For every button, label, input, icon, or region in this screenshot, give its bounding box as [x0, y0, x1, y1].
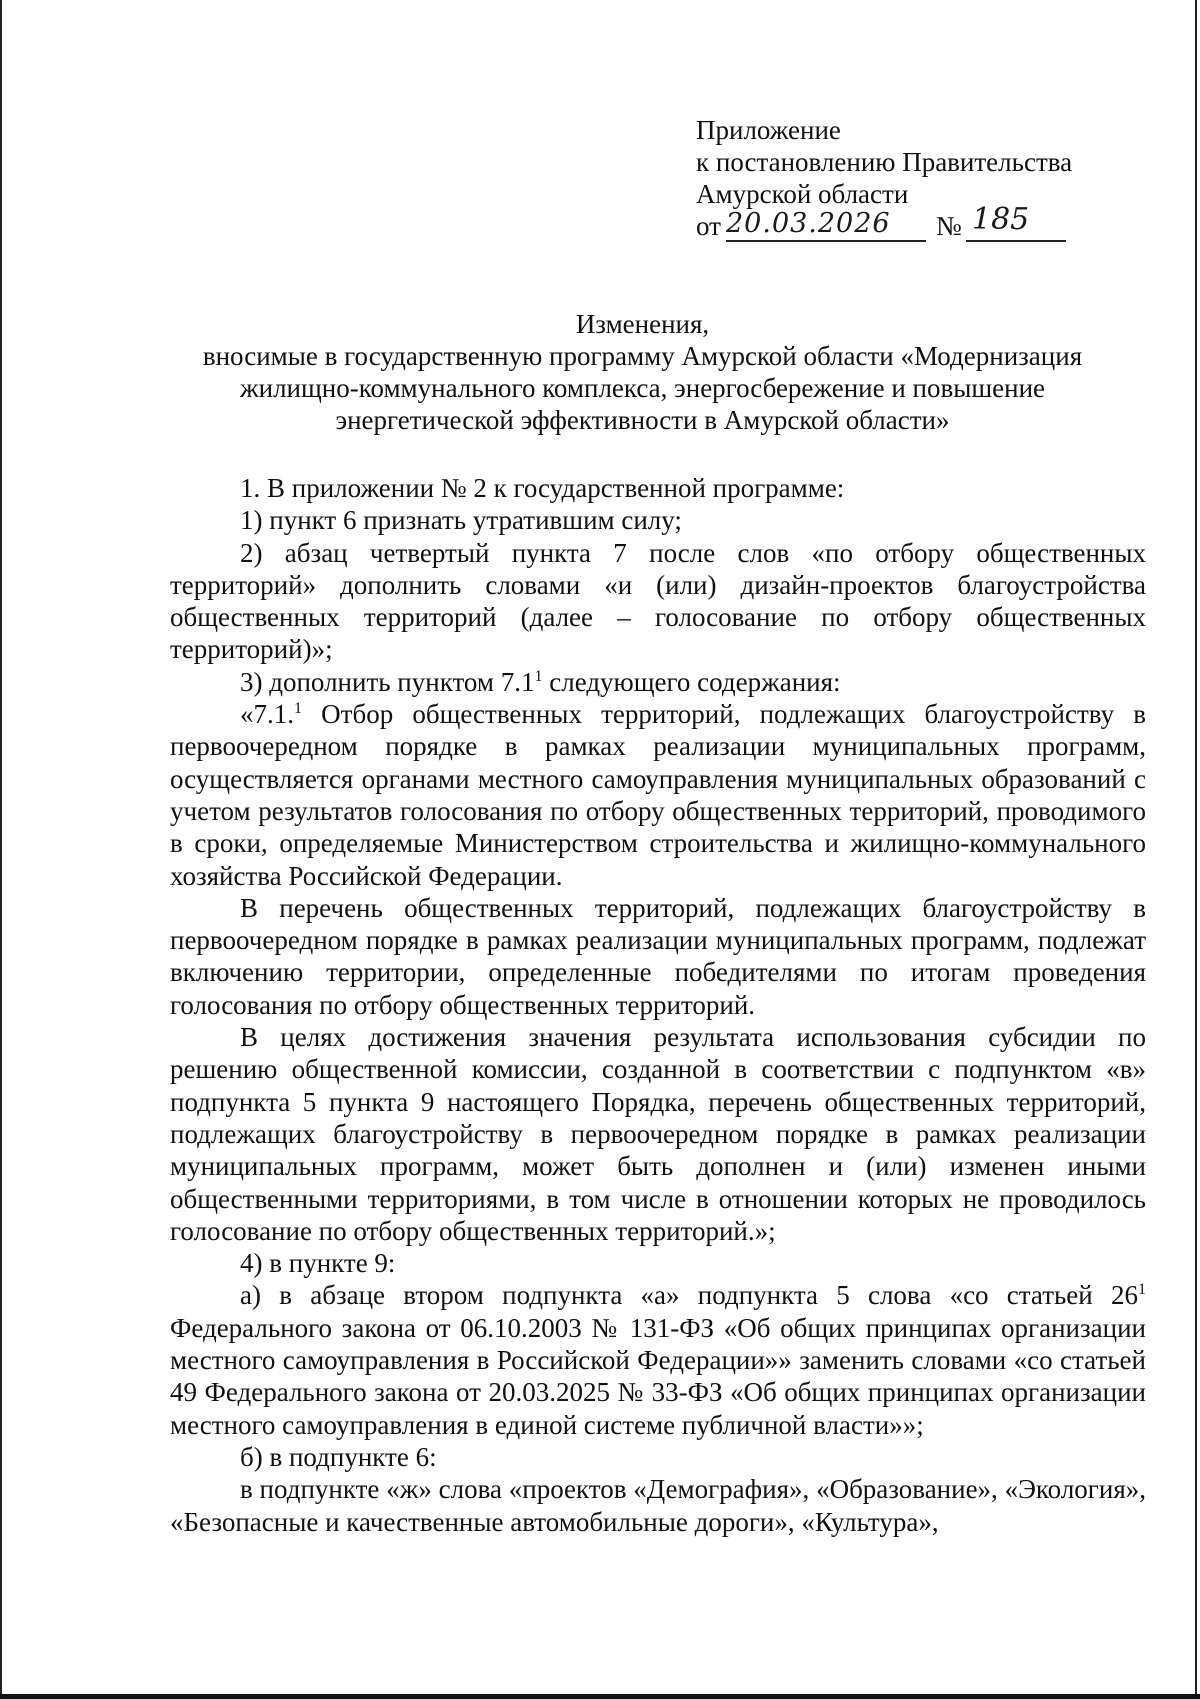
paragraph-11: в подпункте «ж» слова «проектов «Демография», «Образование», «Экология», «Безопасные и качественные автомобильные дороги», «Культура», [170, 1474, 1146, 1537]
superscript: 1 [294, 700, 302, 718]
from-label: от [696, 211, 721, 241]
paragraph-3: 2) абзац четвертый пункта 7 после слов «по отбору общественных территорий» дополнить словами «и (или) дизайн-проектов благоустройства общественных территорий (далее – голосование по отбору общественных территорий)»; [170, 537, 1146, 665]
number-label: № [936, 211, 962, 241]
page-edge-left [0, 0, 2, 1699]
region-name: Амурской области [696, 179, 909, 209]
title-line-1: Изменения, [575, 309, 710, 339]
title-line-3: жилищно-коммунального комплекса, энергосбережение и повышение [239, 373, 1046, 403]
paragraph-5-text-b: Отбор общественных территорий, подлежащих благоустройству в первоочередном порядке в рамках реализации муниципальных программ, осуществляется органами местного самоуправления муниципальных образований с учетом результатов голосования по отбору общественных территорий, проводимого в сроки, определяемые Министерством строительства и жилищно-коммунального хозяйства Российской Федерации. [170, 699, 1146, 891]
superscript: 1 [1138, 1281, 1146, 1299]
handwritten-date: 20.03.2026 [726, 208, 891, 239]
paragraph-9-text-b: Федерального закона от 06.10.2003 № 131-ФЗ «Об общих принципах организации местного самоуправления в Российской Федерации»» заменить словами «со статьей 49 Федерального закона от 20.03.2025 № 33-ФЗ «Об общих принципах организации местного самоуправления в единой системе публичной власти»»; [170, 1312, 1146, 1440]
appendix-label: Приложение [696, 115, 841, 145]
title-line-4: энергетической эффективности в Амурской области» [335, 405, 950, 435]
date-underline [726, 240, 926, 242]
paragraph-10: б) в подпункте 6: [240, 1441, 437, 1472]
paragraph-4-text-b: следующего содержания: [542, 666, 841, 697]
document-title [170, 308, 1115, 436]
paragraph-9-text-a: а) в абзаце втором подпункта «а» подпункта 5 слова «со статьей 26 [240, 1280, 1138, 1311]
superscript: 1 [534, 667, 543, 685]
page-edge-bottom [0, 1694, 1200, 1699]
paragraph-4-text-a: 3) дополнить пунктом 7.1 [240, 666, 535, 697]
title-line-2: вносимые в государственную программу Амурской области «Модернизация [202, 341, 1083, 371]
paragraph-7: В целях достижения значения результата использования субсидии по решению общественной комиссии, созданной в соответствии с подпунктом «в» подпункта 5 пункта 9 настоящего Порядка, перечень общественных территорий, подлежащих благоустройству в первоочередном порядке в рамках реализации муниципальных программ, может быть дополнен и (или) изменен иными общественными территориями, в том числе в отношении которых не проводилось голосование по отбору общественных территорий.»; [170, 1022, 1146, 1246]
resolution-reference: к постановлению Правительства [696, 147, 1073, 177]
page-edge-right [1195, 0, 1197, 1699]
paragraph-4 [170, 666, 1146, 698]
number-underline [966, 240, 1066, 242]
document-body [170, 472, 1146, 1538]
paragraph-6: В перечень общественных территорий, подлежащих благоустройству в первоочередном порядке в рамках реализации муниципальных программ, подлежат включению территории, определенные победителями по итогам проведения голосования по отбору общественных территорий. [170, 892, 1146, 1020]
paragraph-1: 1. В приложении № 2 к государственной программе: [240, 473, 845, 503]
paragraph-5 [170, 698, 1146, 892]
paragraph-8: 4) в пункте 9: [240, 1248, 396, 1279]
paragraph-2: 1) пункт 6 признать утратившим силу; [240, 505, 682, 536]
appendix-header [696, 114, 1072, 250]
date-number-line [696, 202, 1072, 250]
paragraph-5-text-a: «7.1. [240, 699, 294, 730]
paragraph-9 [170, 1279, 1146, 1440]
handwritten-number: 185 [972, 202, 1030, 237]
